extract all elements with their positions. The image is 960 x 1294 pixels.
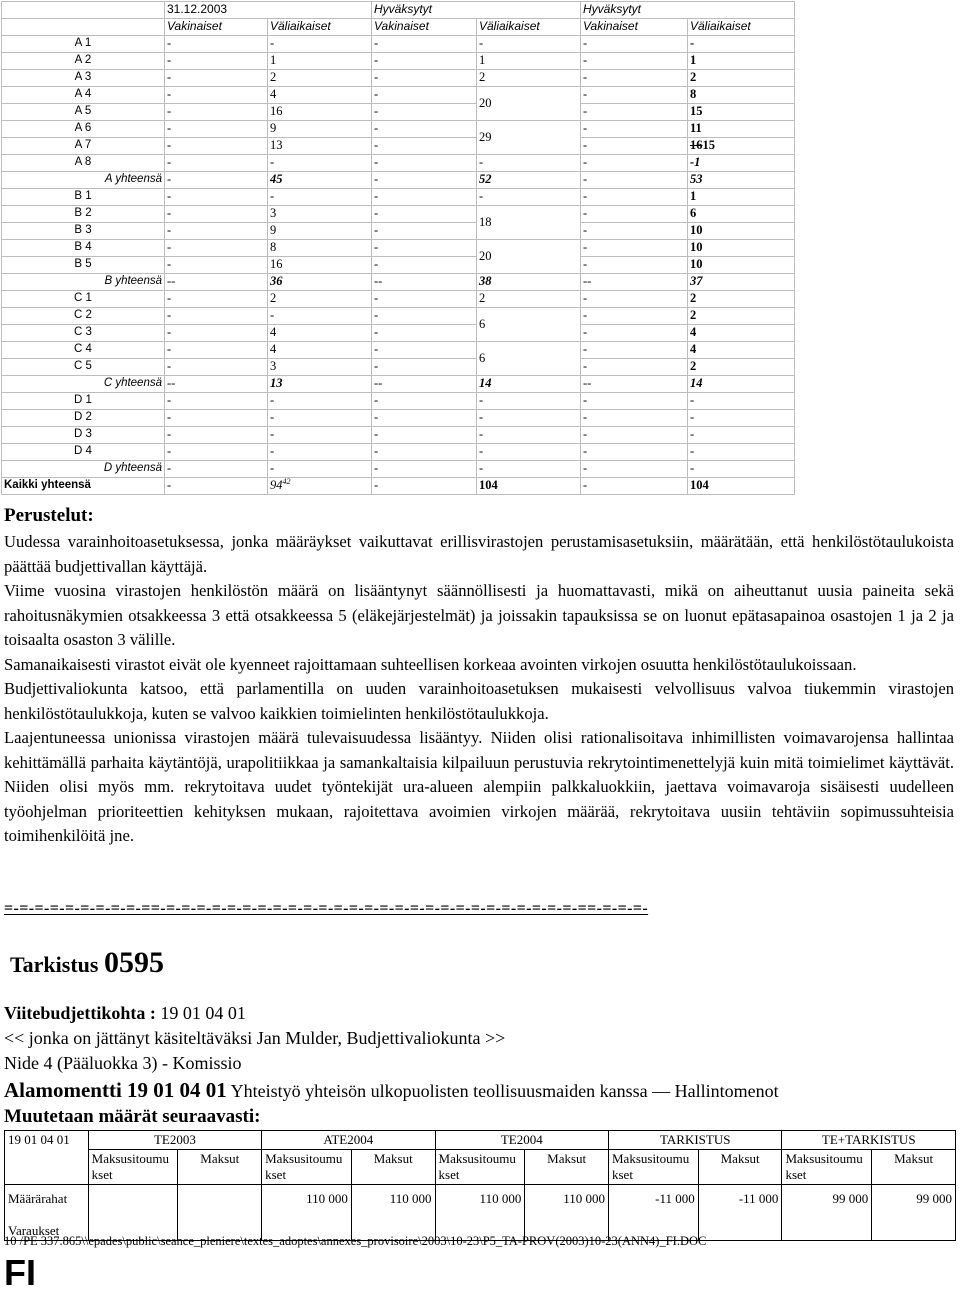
table-header-row	[5, 1131, 956, 1150]
submitted-by: << jonka on jättänyt käsiteltäväksi Jan Mulder, Budjettivaliokunta >>	[4, 1028, 506, 1048]
table-row: B 5 - 16 - - 10	[2, 257, 795, 274]
table-row: B 2 - 3 - 18 - 6	[2, 206, 795, 223]
table-row: A 5 - 16 - - 15	[2, 104, 795, 121]
subtotal-row: B yhteensä -- 36 -- 38 -- 37	[2, 274, 795, 291]
group-header: TARKISTUS	[609, 1131, 782, 1150]
merged-cell: 18	[477, 206, 581, 240]
paragraph: Viime vuosina virastojen henkilöstön määrä on lisääntynyt säännöllisesti ja huomattavasti, mikä on aiheuttanut uusia paineita sekä rahoitusnäkymien otsakkeessa 3 että otsakkeessa 5 (eläkejärjestelmät) ja joissakin tapauksissa se on luonut epätasapainoa osastojen 1 ja 2 ja toisaalta osaston 3 välille.	[4, 581, 954, 649]
reference-label: Viitebudjettikohta :	[4, 1003, 156, 1023]
separator-line: =-=-=-=-=-=-=-=-=-==-=-=-=-=-=-=-=-=-=-=-=-=-=-=-=-=-=-=-=-=-=-=-=-=-=-=-=-==-=-=-=-	[4, 900, 649, 917]
table-row: C 2 - - - 6 - 2	[2, 308, 795, 325]
payments-header: Maksut	[698, 1150, 782, 1185]
table-subheader-row	[2, 19, 795, 36]
header-approved-2: Hyväksytyt	[581, 2, 795, 19]
paragraph: Uudessa varainhoitoasetuksessa, jonka määräykset vaikuttavat erillisvirastojen perustamisasetuksiin, määrätään, että henkilöstötaulukoista päättää budjettivallan käyttäjä.	[4, 532, 954, 576]
language-code: FI	[4, 1252, 36, 1293]
commitments-header: Maksusitoumu kset	[609, 1150, 699, 1185]
col-temporary: Väliaikaiset	[477, 19, 581, 36]
subtotal-row: A yhteensä - 45 - 52 - 53	[2, 172, 795, 189]
table-row: A 8 - - - - - -1	[2, 155, 795, 172]
justification-text	[4, 530, 954, 849]
amount-cell: 99 000	[782, 1185, 872, 1241]
amount-cell: 110 000	[262, 1185, 352, 1241]
col-temporary: Väliaikaiset	[268, 19, 372, 36]
commitments-header: Maksusitoumu kset	[435, 1150, 525, 1185]
table-row: B 1 - - - - - 1	[2, 189, 795, 206]
table-row: D 2 - - - - - -	[2, 410, 795, 427]
table-row: C 3 - 4 - - 4	[2, 325, 795, 342]
table-row: B 4 - 8 - 20 - 10	[2, 240, 795, 257]
merged-cell: 6	[477, 308, 581, 342]
commitments-header: Maksusitoumu kset	[782, 1150, 872, 1185]
table-row: D 3 - - - - - -	[2, 427, 795, 444]
col-permanent: Vakinaiset	[165, 19, 268, 36]
amendment-title	[10, 946, 164, 980]
table-subheader-row	[5, 1150, 956, 1185]
merged-cell: 20	[477, 240, 581, 274]
table-row: D 4 - - - - - -	[2, 444, 795, 461]
struck-value: 16	[690, 138, 703, 152]
paragraph: Laajentuneessa unionissa virastojen määrä tulevaisuudessa lisääntyy. Niiden olisi rationalisoitava inhimillisten voimavarojensa hallintaa kehittämällä parhaita käytäntöjä, urapolitiikkaa ja samankaltaisia kilpailuun perustuvia rekrytointimenettelyjä kuin mitä toimielimet käyttävät. Niiden olisi myös mm. rekrytoitava uudet työntekijät ura-alueen alempiin palkkaluokkiin, jaettava voimavaroja sisäisesti uudelleen työohjelman prioriteettien kehityksen mukaan, rajoitettava avoimien virkojen määrää, rekrytoitava uusiin tehtäviin sopimussuhteisia toimihenkilöitä jne.	[4, 728, 954, 845]
item-label: Alamomentti 19 01 04 01	[4, 1078, 227, 1102]
payments-header: Maksut	[525, 1150, 609, 1185]
col-temporary: Väliaikaiset	[688, 19, 795, 36]
paragraph: Samanaikaisesti virastot eivät ole kyenneet rajoittamaan suhteellisen korkeaa avointen virkojen osuutta henkilöstötaulukoissaan.	[4, 654, 857, 674]
merged-cell: 6	[477, 342, 581, 376]
table-row: D 1 - - - - - -	[2, 393, 795, 410]
table-row: A 1 - - - - - -	[2, 36, 795, 53]
document-footer: 10 /PE 337.865\\epades\public\seance_pleniere\textes_adoptes\annexes_provisoire\2003\10-23\P5_TA-PROV(2003)10-23(ANN4)_FI.DOC	[4, 1234, 707, 1248]
payments-header: Maksut	[178, 1150, 262, 1185]
amount-cell: 99 000	[872, 1185, 956, 1241]
commitments-header: Maksusitoumu kset	[262, 1150, 352, 1185]
amount-cell: 110 000	[435, 1185, 525, 1241]
row-appropriations: Määrärahat	[8, 1191, 68, 1206]
row-reserves: Varaukset	[8, 1223, 60, 1238]
grand-total-row: Kaikki yhteensä - $94^{42}$ - 104 - 104	[2, 478, 795, 495]
justification-heading: Perustelut:	[4, 505, 94, 526]
header-date: 31.12.2003	[165, 2, 372, 19]
reference-value: 19 01 04 01	[160, 1003, 246, 1023]
table-row: A 4 - 4 - 20 - 8	[2, 87, 795, 104]
amount-cell: -11 000	[609, 1185, 699, 1241]
item-line	[4, 1078, 779, 1103]
group-header: ATE2004	[262, 1131, 435, 1150]
table-row: C 4 - 4 - 6 - 4	[2, 342, 795, 359]
payments-header: Maksut	[351, 1150, 435, 1185]
group-header: TE2003	[88, 1131, 261, 1150]
reference-line	[4, 1003, 246, 1024]
volume-line: Nide 4 (Pääluokka 3) - Komissio	[4, 1053, 242, 1073]
col-permanent: Vakinaiset	[372, 19, 477, 36]
group-header: TE+TARKISTUS	[782, 1131, 956, 1150]
table-row: A 7 - 13 - - 1615	[2, 138, 795, 155]
amount-cell: -11 000	[698, 1185, 782, 1241]
group-header: TE2004	[435, 1131, 608, 1150]
paragraph: Budjettivaliokunta katsoo, että parlamentilla on uuden varainhoitoasetuksen mukaisesti velvollisuus valvoa tiukemmin virastojen henkilöstötaulukkoja, kuten se valvoo kaikkien toimielinten henkilöstötaulukkoja.	[4, 679, 954, 723]
subtotal-row: D yhteensä - - - - - -	[2, 461, 795, 478]
table-row: C 1 - 2 - 2 - 2	[2, 291, 795, 308]
amendment-number: 0595	[103, 946, 164, 979]
amendment-label: Tarkistus	[10, 952, 99, 977]
merged-cell: 29	[477, 121, 581, 155]
table-row: A 3 - 2 - 2 - 2	[2, 70, 795, 87]
amend-amounts-heading: Muutetaan määrät seuraavasti:	[4, 1106, 261, 1127]
amount-cell: 110 000	[351, 1185, 435, 1241]
budget-table	[4, 1130, 956, 1241]
commitments-header: Maksusitoumu kset	[88, 1150, 178, 1185]
col-permanent: Vakinaiset	[581, 19, 688, 36]
header-approved-1: Hyväksytyt	[372, 2, 581, 19]
subtotal-row: C yhteensä -- 13 -- 14 -- 14	[2, 376, 795, 393]
table-row: B 3 - 9 - - 10	[2, 223, 795, 240]
table-row: C 5 - 3 - - 2	[2, 359, 795, 376]
merged-cell: 20	[477, 87, 581, 121]
payments-header: Maksut	[872, 1150, 956, 1185]
table-row: A 2 - 1 - 1 - 1	[2, 53, 795, 70]
table-row	[5, 1185, 956, 1241]
amount-cell: 110 000	[525, 1185, 609, 1241]
table-row: A 6 - 9 - 29 - 11	[2, 121, 795, 138]
budget-line-code: 19 01 04 01	[5, 1131, 89, 1185]
table-header-row	[2, 2, 795, 19]
establishment-plan-table	[1, 1, 795, 495]
item-text: Yhteistyö yhteisön ulkopuolisten teollisuusmaiden kanssa — Hallintomenot	[230, 1081, 779, 1101]
